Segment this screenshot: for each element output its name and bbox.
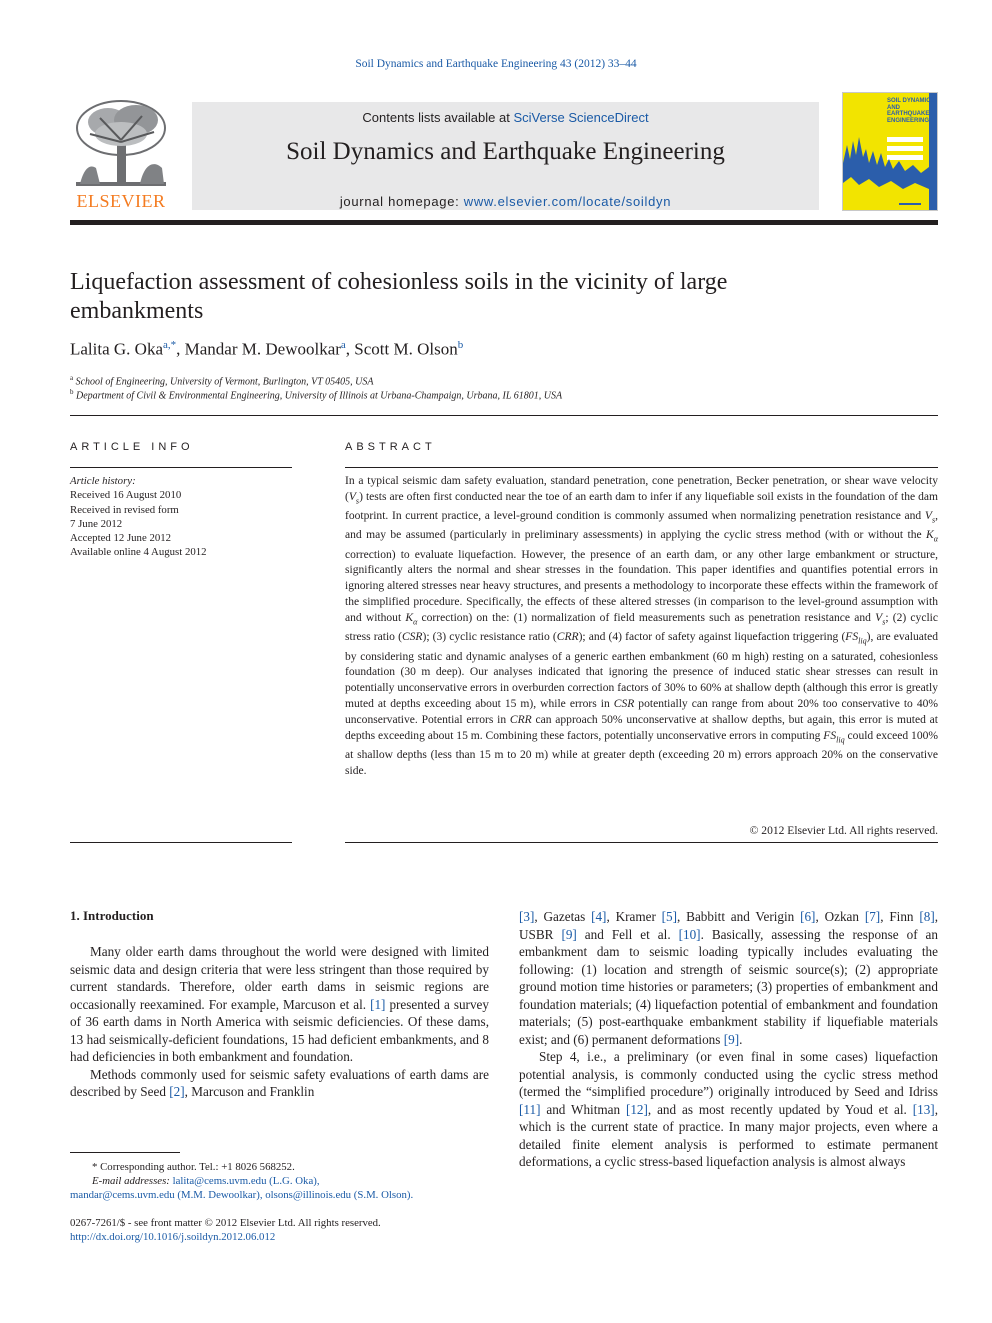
journal-title: Soil Dynamics and Earthquake Engineering bbox=[286, 138, 725, 165]
author-name: , Scott M. Olson bbox=[345, 339, 458, 359]
affiliation-text: Department of Civil & Environmental Engineering, University of Illinois at Urbana-Champaign, Urbana, IL 61801, USA bbox=[76, 390, 563, 402]
body-column-right bbox=[519, 908, 938, 1171]
journal-citation[interactable]: Soil Dynamics and Earthquake Engineering 43 (2012) 33–44 bbox=[355, 58, 637, 70]
article-history bbox=[70, 474, 292, 560]
reference-link[interactable]: [13] bbox=[912, 1101, 935, 1117]
corresponding-author-note: * Corresponding author. Tel.: +1 8026 568252. bbox=[92, 1161, 295, 1173]
elsevier-wordmark: ELSEVIER bbox=[76, 191, 166, 211]
author-name: , Mandar M. Dewoolkar bbox=[176, 339, 341, 359]
issn-block bbox=[70, 1216, 489, 1244]
reference-link[interactable]: [7] bbox=[864, 909, 881, 924]
abstract-heading: ABSTRACT bbox=[345, 441, 436, 453]
reference-link[interactable]: [5] bbox=[661, 909, 678, 924]
history-revised-date: 7 June 2012 bbox=[70, 517, 123, 530]
info-rule bbox=[70, 842, 292, 843]
contents-prefix: Contents lists available at bbox=[362, 110, 514, 125]
author-list bbox=[70, 339, 463, 360]
paragraph: Methods commonly used for seismic safety evaluations of earth dams are described by Seed [2], Marcuson and Franklin bbox=[70, 1066, 489, 1099]
paragraph: [3], Gazetas [4], Kramer [5], Babbitt and Verigin [6], Ozkan [7], Finn [8], USBR [9] and Fell et al. [10]. Basically, assessing the response of an embankment dam to seismic loading typically includes evaluating the following: (1) location and strength of seismic source(s); (2) appropriate ground motion time histories or parameters; (3) properties of embankment and foundation materials; (4) liquefaction potential of embankment and foundation materials; (5) post-earthquake embankment stability if liquefiable materials exist; and (6) permanent deformations [9]. bbox=[519, 909, 939, 1047]
affiliation-b bbox=[70, 388, 562, 401]
author-affiliation-mark[interactable]: a bbox=[340, 339, 346, 351]
journal-banner bbox=[192, 102, 819, 210]
front-matter-note: 0267-7261/$ - see front matter © 2012 Elsevier Ltd. All rights reserved. bbox=[70, 1217, 381, 1229]
reference-link[interactable]: [1] bbox=[370, 996, 386, 1012]
affiliation-a bbox=[70, 374, 373, 387]
reference-link[interactable]: [2] bbox=[169, 1084, 185, 1099]
elsevier-tree-icon bbox=[70, 98, 172, 190]
contents-line bbox=[192, 110, 819, 125]
reference-link[interactable]: [8] bbox=[919, 909, 935, 924]
reference-link[interactable]: [4] bbox=[591, 909, 607, 924]
footnotes bbox=[70, 1160, 489, 1202]
history-accepted: Accepted 12 June 2012 bbox=[70, 532, 172, 545]
sciencedirect-link[interactable]: SciVerse ScienceDirect bbox=[513, 110, 649, 125]
reference-link[interactable]: [9] bbox=[723, 1031, 740, 1047]
homepage-line bbox=[192, 194, 819, 209]
paragraph: Step 4, i.e., a preliminary (or even final in some cases) liquefaction potential analysis, is commonly conducted using the cyclic stress method (termed the “simplified procedure”) originally introduced by Seed and Idriss [11] and Whitman [12], and as most recently updated by Youd et al. [13], which is the current state of practice. In many major projects, even where a detailed finite element analysis is performed to estimate permanent deformations, a cyclic stress-based liquefaction analysis is almost always bbox=[519, 1049, 938, 1169]
journal-cover[interactable] bbox=[842, 92, 938, 211]
reference-link[interactable]: [10] bbox=[678, 926, 701, 942]
homepage-link[interactable]: www.elsevier.com/locate/soildyn bbox=[463, 194, 672, 209]
homepage-prefix: journal homepage: bbox=[339, 194, 464, 209]
email-line bbox=[70, 1174, 489, 1188]
title-rule bbox=[70, 415, 938, 416]
author-affiliation-mark[interactable]: b bbox=[457, 339, 464, 351]
reference-link[interactable]: [6] bbox=[800, 909, 816, 924]
email-link[interactable]: mandar@cems.uvm.edu (M.M. Dewoolkar), olsons@illinois.edu (S.M. Olson). bbox=[70, 1189, 414, 1201]
body-column-left bbox=[70, 943, 489, 1101]
affiliation-mark: a bbox=[70, 374, 74, 382]
reference-link[interactable]: [11] bbox=[519, 1101, 541, 1117]
header-rule bbox=[70, 220, 938, 225]
reference-link[interactable]: [3] bbox=[519, 909, 535, 924]
section-heading: 1. Introduction bbox=[70, 908, 154, 923]
reference-link[interactable]: [12] bbox=[625, 1101, 648, 1117]
footnote-rule bbox=[70, 1152, 180, 1153]
elsevier-logo bbox=[70, 98, 172, 212]
abstract-rule bbox=[345, 842, 938, 843]
history-received: Received 16 August 2010 bbox=[70, 489, 182, 502]
cover-title: SOIL DYNAMICS AND EARTHQUAKE ENGINEERING bbox=[887, 98, 935, 124]
history-label: Article history: bbox=[70, 475, 136, 487]
reference-link[interactable]: [9] bbox=[561, 926, 577, 942]
abstract-text: In a typical seismic dam safety evaluation, standard penetration, cone penetration, Becker penetration, or shear wave velocity $(V_s)$ tests are often first conducted near the toe of an earth dam to infer if any liquefiable soil exists in the foundation of the dam footprint. In current practice, a level-ground condition is commonly assumed when normalizing penetration resistance and $V_s$, and may be assumed (particularly in preliminary assessments) in applying the cyclic stress method (with or without the $K_\alpha$ correction) to evaluate liquefaction. However, the presence of an earth dam, or any other large embankment or structure, significantly alters the normal and shear stresses in the foundation. This paper identifies and quantifies potential errors in ignoring altered stresses near heavy structures, and presents a methodology to incorporate these effects within the framework of the simplified procedure. Specifically, the effects of these altered stresses (in comparison to the level-ground assumption with and without $K_\alpha$ correction) on the: (1) normalization of field measurements such as penetration resistance and $V_s$; (2) cyclic stress ratio (CSR); (3) cyclic resistance ratio (CRR); and (4) factor of safety against liquefaction triggering $(FS_{liq})$, are evaluated by considering static and dynamic analyses of a generic earthen embankment (60 m high) resting on a saturated, cohesionless foundation (30 m deep). Our analyses indicated that ignoring the presence of induced static shear stresses can result in potentially unconservative errors in overburden correction factors of 30% to 60% at shallow depth (although this error is greatly muted at depths exceeding about 15 m), while errors in CSR potentially can range from about 20% too conservative to 40% unconservative. Potential errors in CRR can approach 50% unconservative at shallow depths, but again, this error is muted at depths exceeding about 15 m. Combining these factors, potentially unconservative errors in computing $FS_{liq}$ could exceed 100% at shallow depths (less than 15 m to 20 m) while at greater depth (exceeding 20 m) errors approach 20% on the conservative side. bbox=[345, 475, 938, 778]
email-label: E-mail addresses: bbox=[92, 1175, 173, 1187]
affiliation-mark: b bbox=[70, 388, 74, 396]
doi-link[interactable]: http://dx.doi.org/10.1016/j.soildyn.2012.06.012 bbox=[70, 1231, 276, 1243]
author-name: Lalita G. Oka bbox=[70, 339, 163, 359]
author-affiliation-mark[interactable]: a,* bbox=[163, 339, 177, 351]
info-rule bbox=[70, 467, 292, 468]
history-revised: Received in revised form bbox=[70, 503, 179, 516]
history-online: Available online 4 August 2012 bbox=[70, 546, 207, 559]
email-line bbox=[70, 1188, 489, 1202]
abstract-rule bbox=[345, 467, 938, 468]
article-title: Liquefaction assessment of cohesionless soils in the vicinity of large embankments bbox=[70, 269, 728, 324]
email-link[interactable]: lalita@cems.uvm.edu (L.G. Oka), bbox=[172, 1175, 320, 1187]
article-info-heading: ARTICLE INFO bbox=[70, 441, 194, 453]
paragraph: Many older earth dams throughout the world were designed with limited seismic data and design criteria that were less stringent than those required by current standards. Therefore, older earth dams in seismic regions are occasionally reexamined. For example, Marcuson et al. [1] presented a survey of 36 earth dams in North America with seismic deficiencies. Of these dams, 13 had seismically-deficient foundations, 15 had deficient embankments, and 8 had deficiencies in both embankment and foundation. bbox=[70, 944, 489, 1064]
copyright-notice: © 2012 Elsevier Ltd. All rights reserved. bbox=[749, 825, 938, 837]
affiliation-text: School of Engineering, University of Vermont, Burlington, VT 05405, USA bbox=[75, 376, 374, 388]
